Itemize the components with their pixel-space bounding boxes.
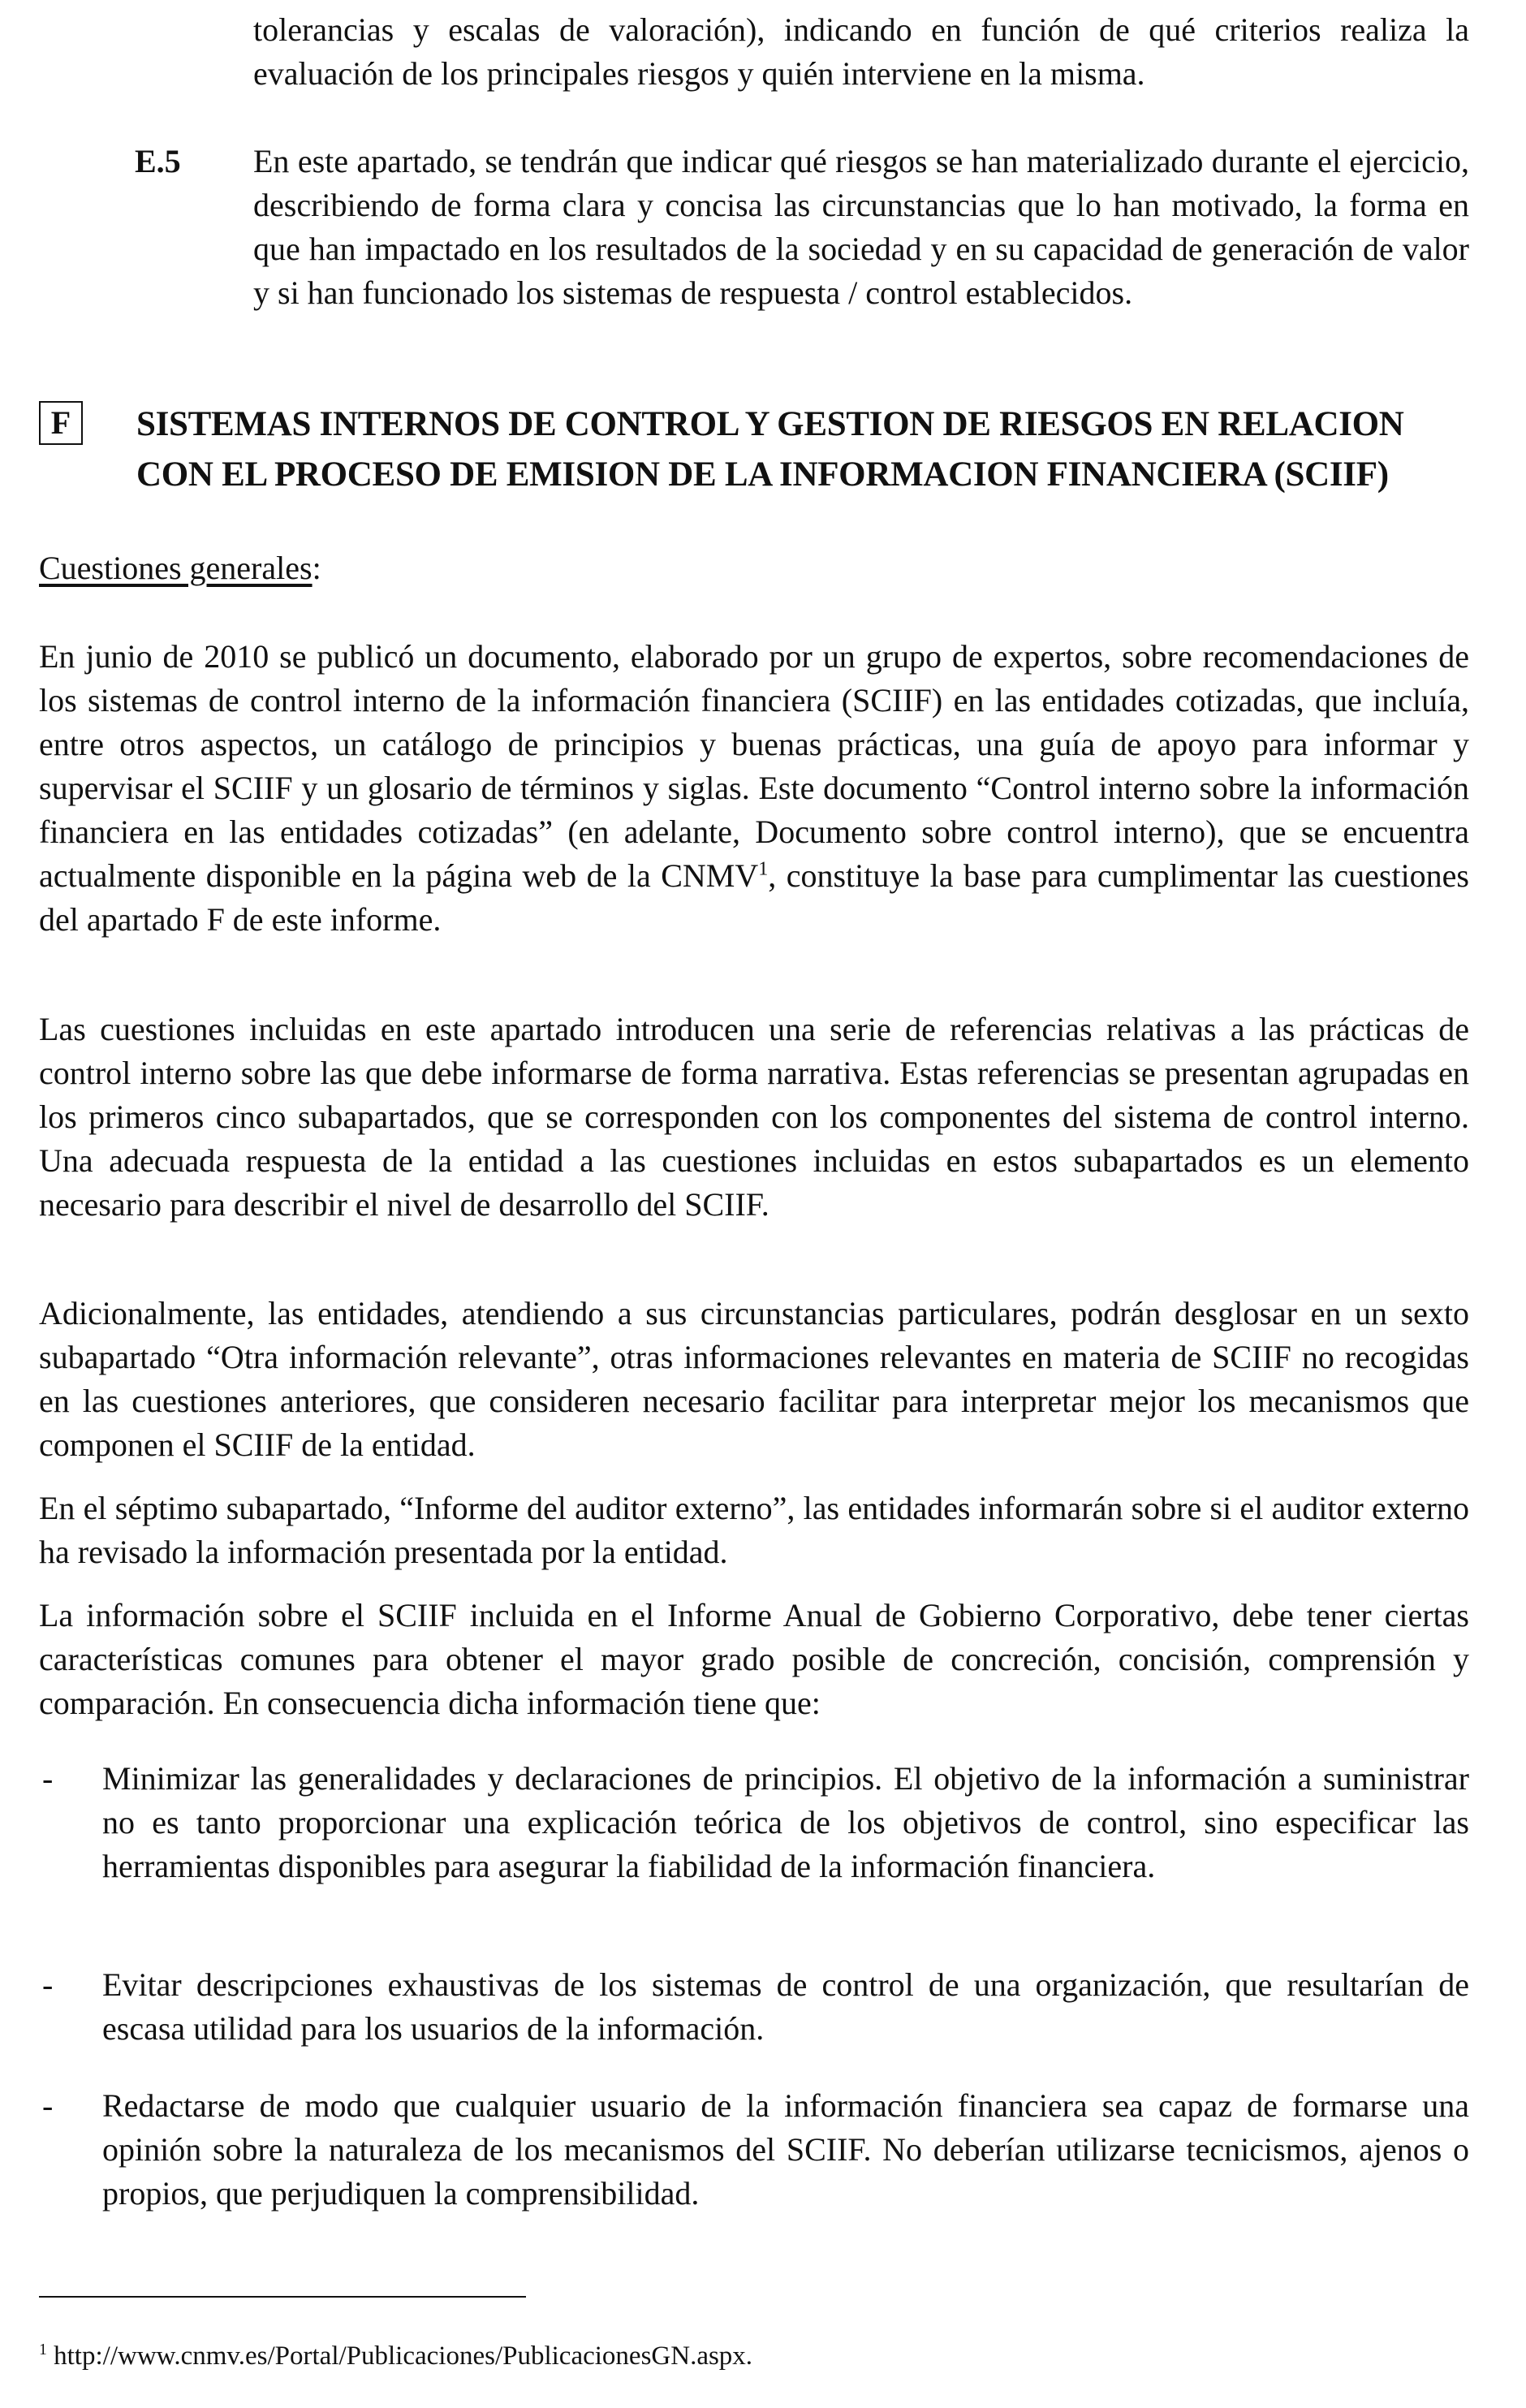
paragraph-5: La información sobre el SCIIF incluida en el Informe Anual de Gobierno Corporativo, debe tener ciertas características comunes para obtener el mayor grado posible de concreción, concisión, comprensión y comparación. En consecuencia dicha información tiene que: bbox=[39, 1597, 1469, 1721]
section-e5-text: En este apartado, se tendrán que indicar qué riesgos se han materializado durante el ejercicio, describiendo de forma clara y concisa las circunstancias que lo han motivado, la forma en que han impactado en los resultados de la sociedad y en su capacidad de generación de valor y si han funcionado los sistemas de respuesta / control establecidos. bbox=[253, 143, 1469, 311]
section-f-letter-box: F bbox=[39, 401, 83, 445]
bullet-3-marker: - bbox=[42, 2087, 54, 2124]
footnote-url[interactable]: http://www.cnmv.es/Portal/Publicaciones/PublicacionesGN.aspx. bbox=[54, 2341, 753, 2371]
general-questions-heading bbox=[39, 546, 321, 590]
bullet-2-marker: - bbox=[42, 1966, 54, 2003]
continuation-paragraph: tolerancias y escalas de valoración), indicando en función de qué criterios realiza la evaluación de los principales riesgos y quién interviene en la misma. bbox=[253, 11, 1469, 92]
bullet-3-text: Redactarse de modo que cualquier usuario de la información financiera sea capaz de formarse una opinión sobre la naturaleza de los mecanismos del SCIIF. No deberían utilizarse tecnicismos, ajenos o propios, que perjudiquen la comprensibilidad. bbox=[102, 2087, 1469, 2212]
section-f-title-line-1: SISTEMAS INTERNOS DE CONTROL Y GESTION DE RIESGOS EN RELACION bbox=[136, 405, 1404, 443]
footnote-marker: 1 bbox=[39, 2341, 47, 2358]
section-f-title-line-2: CON EL PROCESO DE EMISION DE LA INFORMACION FINANCIERA (SCIIF) bbox=[136, 455, 1389, 494]
paragraph-1 bbox=[39, 635, 1469, 942]
general-questions-heading-text: Cuestiones generales bbox=[39, 550, 313, 586]
paragraph-1-text-b: , constituye la base para cumplimentar las cuestiones del apartado F de este informe. bbox=[39, 857, 1469, 938]
section-e5-label: E.5 bbox=[135, 143, 181, 179]
bullet-1-marker: - bbox=[42, 1760, 54, 1797]
general-questions-heading-colon: : bbox=[312, 550, 321, 586]
bullet-1-text: Minimizar las generalidades y declaraciones de principios. El objetivo de la información a suministrar no es tanto proporcionar una explicación teórica de los objetivos de control, sino especificar las herramientas disponibles para asegurar la fiabilidad de la información financiera. bbox=[102, 1760, 1469, 1884]
footnote bbox=[39, 2338, 752, 2374]
paragraph-3: Adicionalmente, las entidades, atendiendo a sus circunstancias particulares, podrán desglosar en un sexto subapartado “Otra información relevante”, otras informaciones relevantes en materia de SCIIF no recogidas en las cuestiones anteriores, que consideren necesario facilitar para interpretar mejor los mecanismos que componen el SCIIF de la entidad. bbox=[39, 1295, 1469, 1463]
paragraph-2: Las cuestiones incluidas en este apartado introducen una serie de referencias relativas a las prácticas de control interno sobre las que debe informarse de forma narrativa. Estas referencias se presentan agrupadas en los primeros cinco subapartados, que se corresponden con los componentes del sistema de control interno. Una adecuada respuesta de la entidad a las cuestiones incluidas en estos subapartados es un elemento necesario para describir el nivel de desarrollo del SCIIF. bbox=[39, 1011, 1469, 1223]
section-f-title bbox=[136, 399, 1476, 500]
footnote-reference: 1 bbox=[758, 858, 769, 880]
bullet-2-text: Evitar descripciones exhaustivas de los sistemas de control de una organización, que resultarían de escasa utilidad para los usuarios de la información. bbox=[102, 1966, 1469, 2047]
paragraph-1-text-a: En junio de 2010 se publicó un documento, elaborado por un grupo de expertos, sobre recomendaciones de los sistemas de control interno de la información financiera (SCIIF) en las entidades cotizadas, que incluía, entre otros aspectos, un catálogo de principios y buenas prácticas, una guía de apoyo para informar y supervisar el SCIIF y un glosario de términos y siglas. Este documento “Control interno sobre la información financiera en las entidades cotizadas” (en adelante, Documento sobre control interno), que se encuentra actualmente disponible en la página web de la CNMV bbox=[39, 638, 1469, 894]
footnote-separator bbox=[39, 2296, 526, 2298]
paragraph-4: En el séptimo subapartado, “Informe del auditor externo”, las entidades informarán sobre si el auditor externo ha revisado la información presentada por la entidad. bbox=[39, 1490, 1469, 1570]
